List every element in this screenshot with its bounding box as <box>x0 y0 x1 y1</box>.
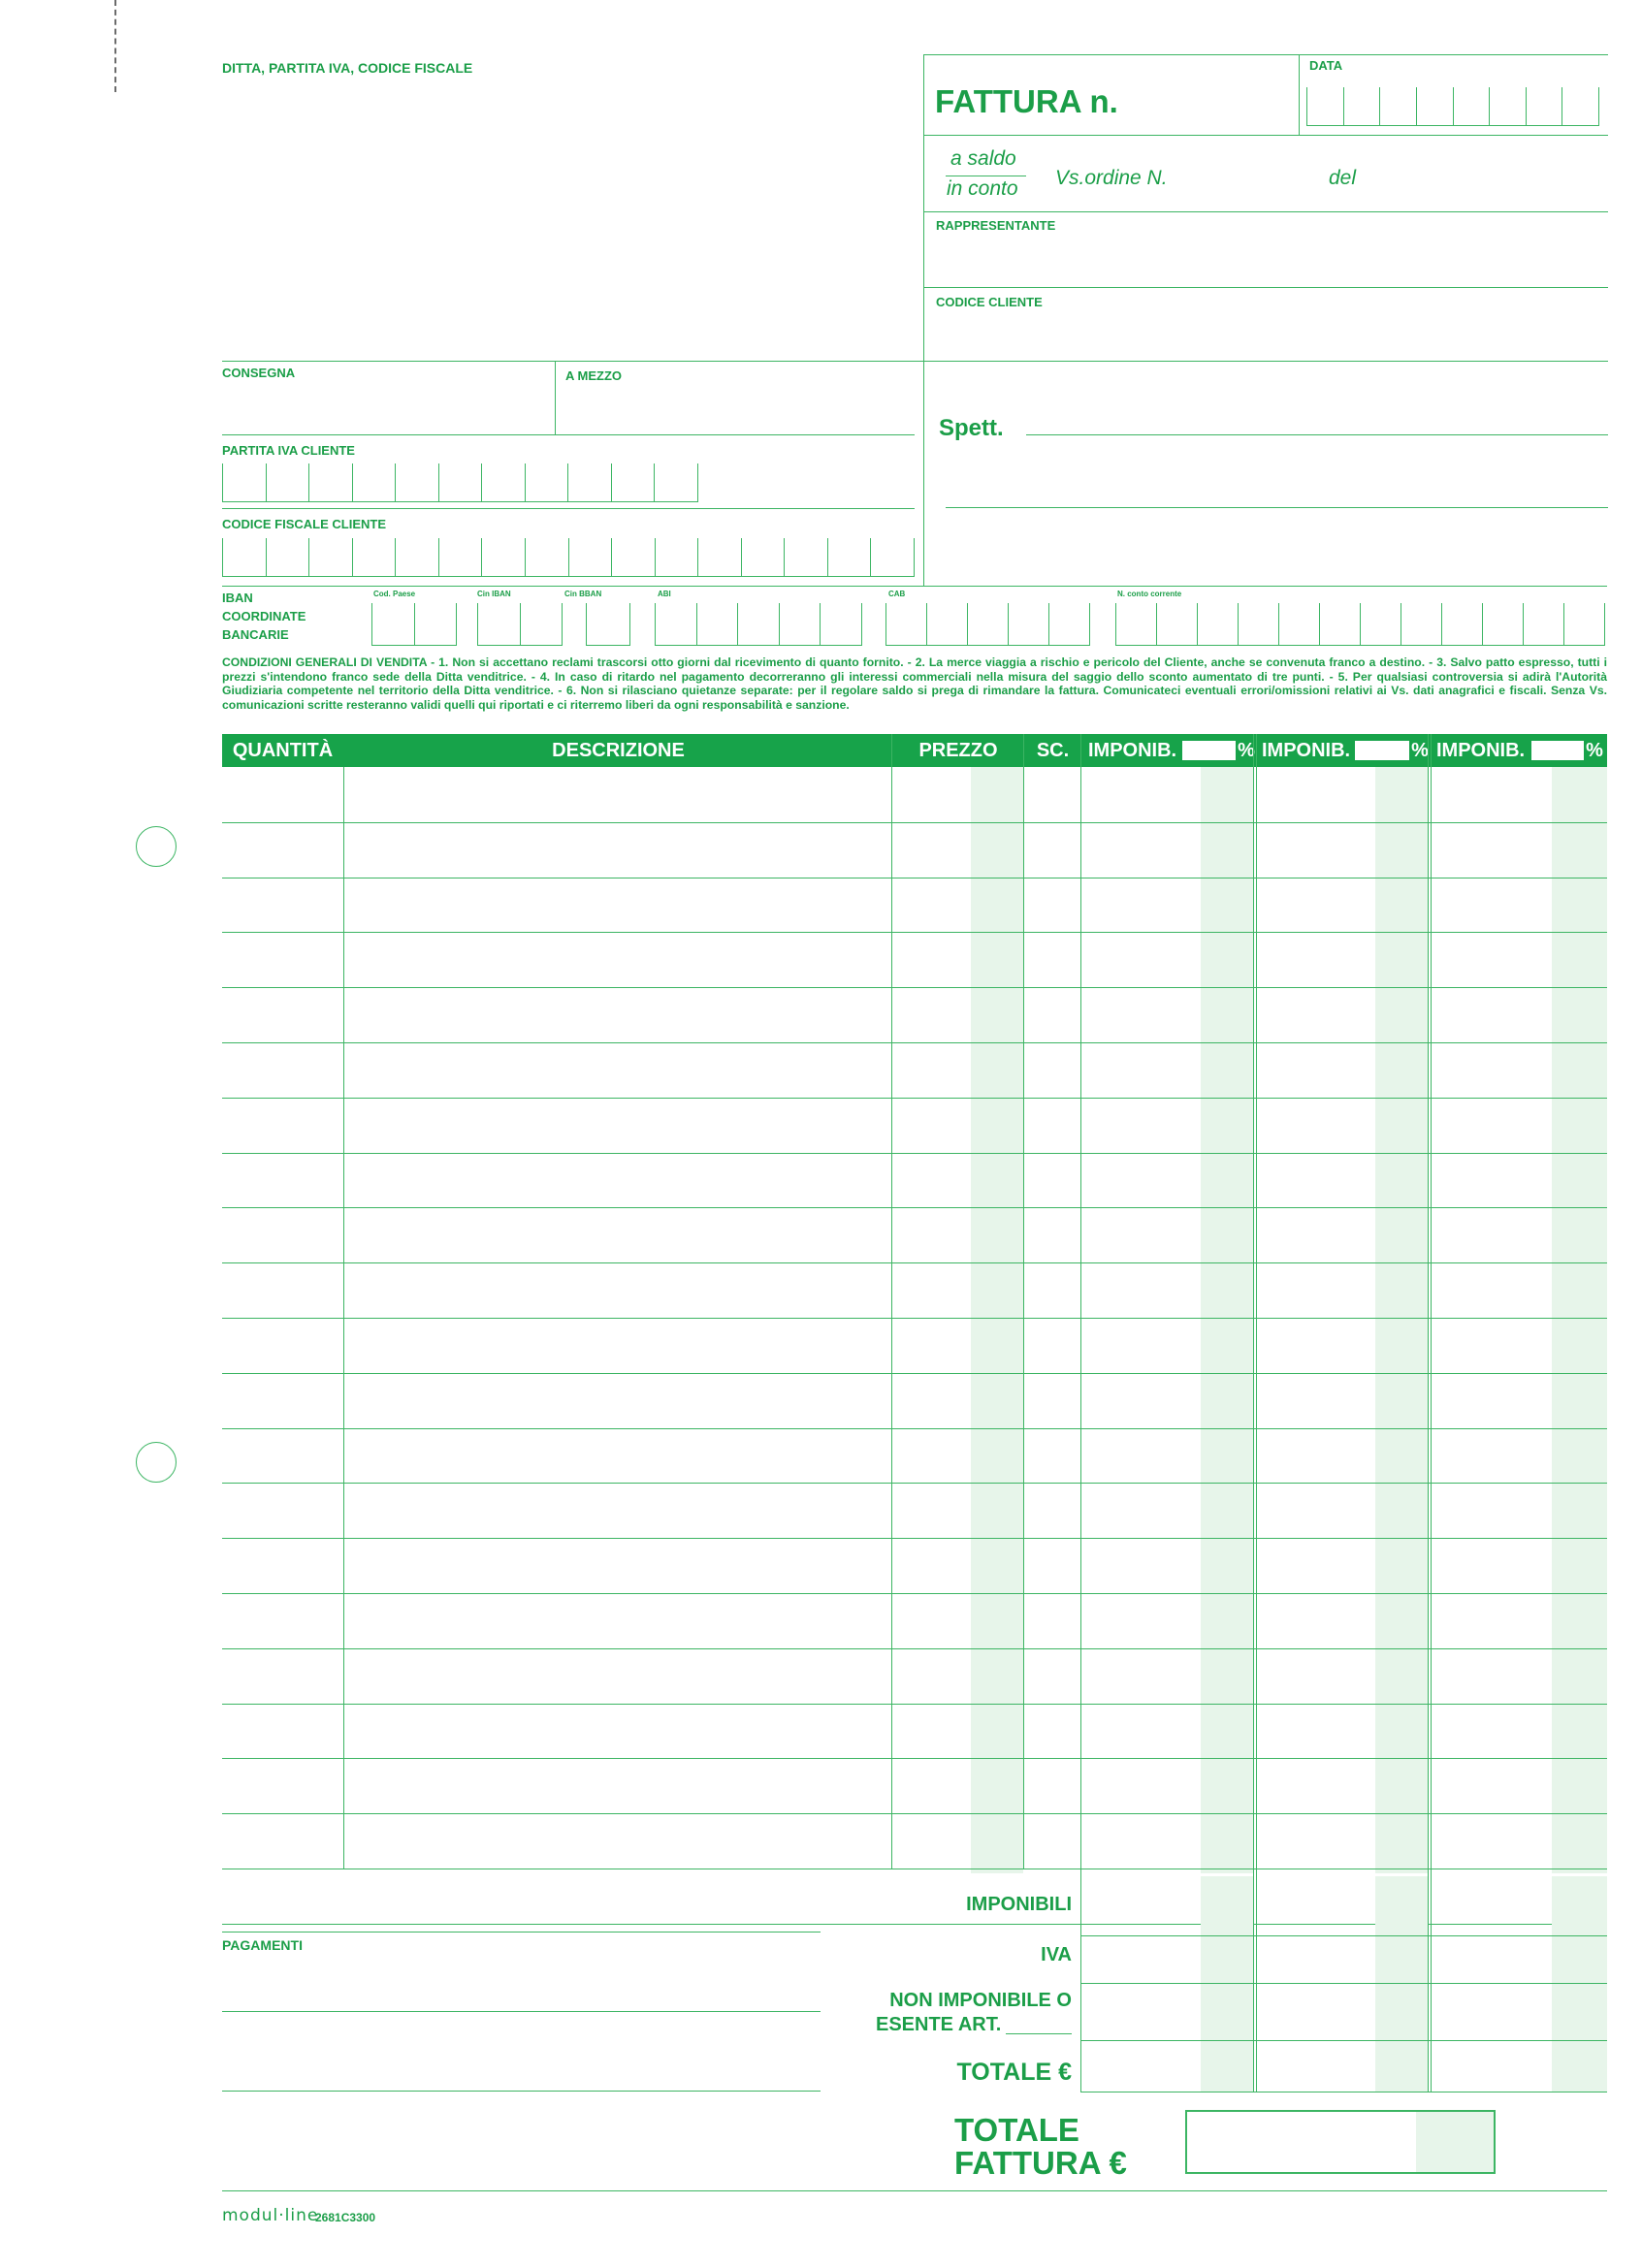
pagamenti-line-2 <box>222 2011 821 2012</box>
condizioni-vendita: CONDIZIONI GENERALI DI VENDITA - 1. Non si accettano reclami trascorsi otto giorni dal ricevimento di quanto fornito. - 2. La merce viaggia a rischio e pericolo del Cliente, anche se convenuta franco a destino. - 3. Salvo patto espresso, tutti i prezzi s'intendono franco sede della Ditta venditrice. - 4. In caso di ritardo nel pagamento decorreranno gli interessi commerciali nella misura del saggio dello sconto aumentato di tre punti. - 5. Per qualsiasi controversia si adirà l'Autorità Giudiziaria competente nel territorio della Ditta venditrice. - 6. Non si rilasciano quietanze separate: per il regolare saldo si prega di rimandare la fattura. Comunicateci eventuali errori/omissioni relativi ai Vs. dati anagrafici e fiscali. Senza Vs. comunicazioni scritte resteranno validi quelli qui riportati e ci riterremo liberi da ogni responsabilità e sanzione. <box>222 655 1607 712</box>
cin-bban-label: Cin BBAN <box>564 590 602 598</box>
table-row-line <box>222 1593 1607 1594</box>
cin-iban-label: Cin IBAN <box>477 590 511 598</box>
col-line-prezzo <box>1023 734 1024 1869</box>
col-imponib-3: IMPONIB. <box>1436 740 1526 761</box>
codice-fiscale-boxes[interactable] <box>222 538 915 577</box>
non-imponibile-label: NON IMPONIBILE O <box>889 1990 1072 2011</box>
data-label: DATA <box>1309 58 1343 73</box>
totale-fattura-label-2: FATTURA € <box>954 2145 1127 2181</box>
del-label: del <box>1329 167 1357 189</box>
table-row-line <box>222 822 1607 823</box>
totale-label: TOTALE € <box>956 2059 1072 2086</box>
col-imponib-1: IMPONIB. <box>1088 740 1177 761</box>
form-code: 2681C3300 <box>315 2211 376 2224</box>
abi-label: ABI <box>658 590 671 598</box>
table-row-line <box>222 1704 1607 1705</box>
imponib-1-decimal-shade <box>1201 767 1253 1873</box>
fattura-bottom-line <box>923 135 1608 136</box>
col-line-imponib-3b <box>1431 734 1432 2092</box>
col-imponib-2-percent: % <box>1411 740 1429 761</box>
esente-art-line <box>1006 2033 1072 2034</box>
col-prezzo: PREZZO <box>918 740 998 761</box>
table-row-line <box>222 1207 1607 1208</box>
tot-line-3 <box>1080 2040 1607 2041</box>
consegna-top-line <box>222 361 923 362</box>
conto-boxes[interactable] <box>1115 603 1605 646</box>
col-imponib-2: IMPONIB. <box>1262 740 1351 761</box>
binder-hole-top <box>136 826 177 867</box>
totale-fattura-box[interactable] <box>1185 2110 1496 2174</box>
col-line-imponib-3a <box>1428 734 1429 2092</box>
table-row-line <box>222 1483 1607 1484</box>
imponib-3-rate-box[interactable] <box>1531 741 1584 760</box>
spett-line-1 <box>1026 434 1608 435</box>
partita-iva-boxes[interactable] <box>222 463 698 502</box>
table-row-line <box>222 1648 1607 1649</box>
esente-label: ESENTE ART. <box>876 2014 1002 2035</box>
consegna-label: CONSEGNA <box>222 366 296 380</box>
table-row-line <box>222 1373 1607 1374</box>
partita-iva-bottom-line <box>222 508 915 509</box>
a-mezzo-label: A MEZZO <box>565 368 623 383</box>
table-row-line <box>222 1153 1607 1154</box>
binder-hole-bottom <box>136 1442 177 1483</box>
col-line-descrizione <box>891 734 892 1869</box>
codice-fiscale-label: CODICE FISCALE CLIENTE <box>222 517 387 531</box>
imponib-3-decimal-shade <box>1552 767 1607 1873</box>
col-line-imponib-1 <box>1253 734 1254 2092</box>
ordine-bottom-line <box>923 211 1608 212</box>
table-header <box>222 734 1607 767</box>
pagamenti-top-line <box>222 1932 821 1933</box>
partita-iva-label: PARTITA IVA CLIENTE <box>222 443 355 458</box>
iva-label: IVA <box>1041 1944 1072 1965</box>
totale-fattura-label-1: TOTALE <box>954 2112 1079 2148</box>
fattura-title: FATTURA n. <box>935 83 1118 119</box>
tot-line-1 <box>1080 1935 1607 1936</box>
imponib-2-rate-box[interactable] <box>1355 741 1409 760</box>
cod-paese-boxes[interactable] <box>371 603 457 646</box>
col-imponib-1-percent: % <box>1238 740 1255 761</box>
brand-logo: modul·line <box>222 2206 319 2225</box>
tot-imponib-2-shade <box>1375 1876 1428 2092</box>
rappresentante-bottom-line <box>923 287 1608 288</box>
imponibili-label: IMPONIBILI <box>966 1894 1072 1915</box>
a-saldo-label: a saldo <box>950 147 1016 170</box>
table-row-line <box>222 1098 1607 1099</box>
tot-imponib-1-shade <box>1201 1876 1253 2092</box>
table-row-line <box>222 1318 1607 1319</box>
data-input-boxes[interactable] <box>1306 87 1599 126</box>
spett-label: Spett. <box>939 415 1004 441</box>
iban-label-2: COORDINATE <box>222 609 306 623</box>
table-row-line <box>222 987 1607 988</box>
footer-line <box>222 2190 1607 2191</box>
tot-imponib-3-shade <box>1552 1876 1607 2092</box>
table-row-line <box>222 932 1607 933</box>
table-row-line <box>222 1813 1607 1814</box>
pagamenti-label: PAGAMENTI <box>222 1937 303 1953</box>
codice-cliente-label: CODICE CLIENTE <box>936 295 1043 309</box>
rappresentante-label: RAPPRESENTANTE <box>936 218 1056 233</box>
col-quantita: QUANTITÀ <box>232 740 334 761</box>
spett-line-2 <box>946 507 1608 508</box>
col-line-sc <box>1080 734 1081 2092</box>
cod-paese-label: Cod. Paese <box>373 590 416 598</box>
consegna-bottom-line <box>222 434 915 435</box>
header-top-line <box>923 54 1608 55</box>
perforation-line <box>114 0 116 92</box>
cin-bban-boxes[interactable] <box>586 603 630 646</box>
totale-fattura-decimal-shade <box>1416 2112 1494 2172</box>
table-row-line <box>222 1428 1607 1429</box>
col-descrizione: DESCRIZIONE <box>552 740 685 761</box>
iban-label-3: BANCARIE <box>222 627 289 642</box>
table-row-line <box>222 1758 1607 1759</box>
codice-cliente-bottom-line <box>923 361 1608 362</box>
table-row-line <box>222 1042 1607 1043</box>
cab-boxes[interactable] <box>885 603 1090 646</box>
in-conto-label: in conto <box>947 177 1018 200</box>
prezzo-decimal-shade <box>971 767 1023 1873</box>
imponib-2-decimal-shade <box>1375 767 1428 1873</box>
conto-label: N. conto corrente <box>1117 590 1182 598</box>
pagamenti-line-3 <box>222 2091 821 2092</box>
table-row-line <box>222 1262 1607 1263</box>
iban-label-1: IBAN <box>222 591 253 605</box>
table-row-line <box>222 1538 1607 1539</box>
col-line-imponib-2 <box>1256 734 1257 2092</box>
imponib-1-rate-box[interactable] <box>1182 741 1236 760</box>
ditta-label: DITTA, PARTITA IVA, CODICE FISCALE <box>222 60 473 76</box>
ordine-label: Vs.ordine N. <box>1055 167 1168 189</box>
data-divider <box>1299 54 1300 135</box>
consegna-divider <box>555 361 556 434</box>
abi-boxes[interactable] <box>655 603 862 646</box>
col-imponib-3-percent: % <box>1586 740 1603 761</box>
cin-iban-boxes[interactable] <box>477 603 563 646</box>
iban-top-line <box>222 586 1607 587</box>
tot-line-2 <box>1080 1983 1607 1984</box>
col-sc: SC. <box>1036 740 1070 761</box>
cab-label: CAB <box>888 590 906 598</box>
